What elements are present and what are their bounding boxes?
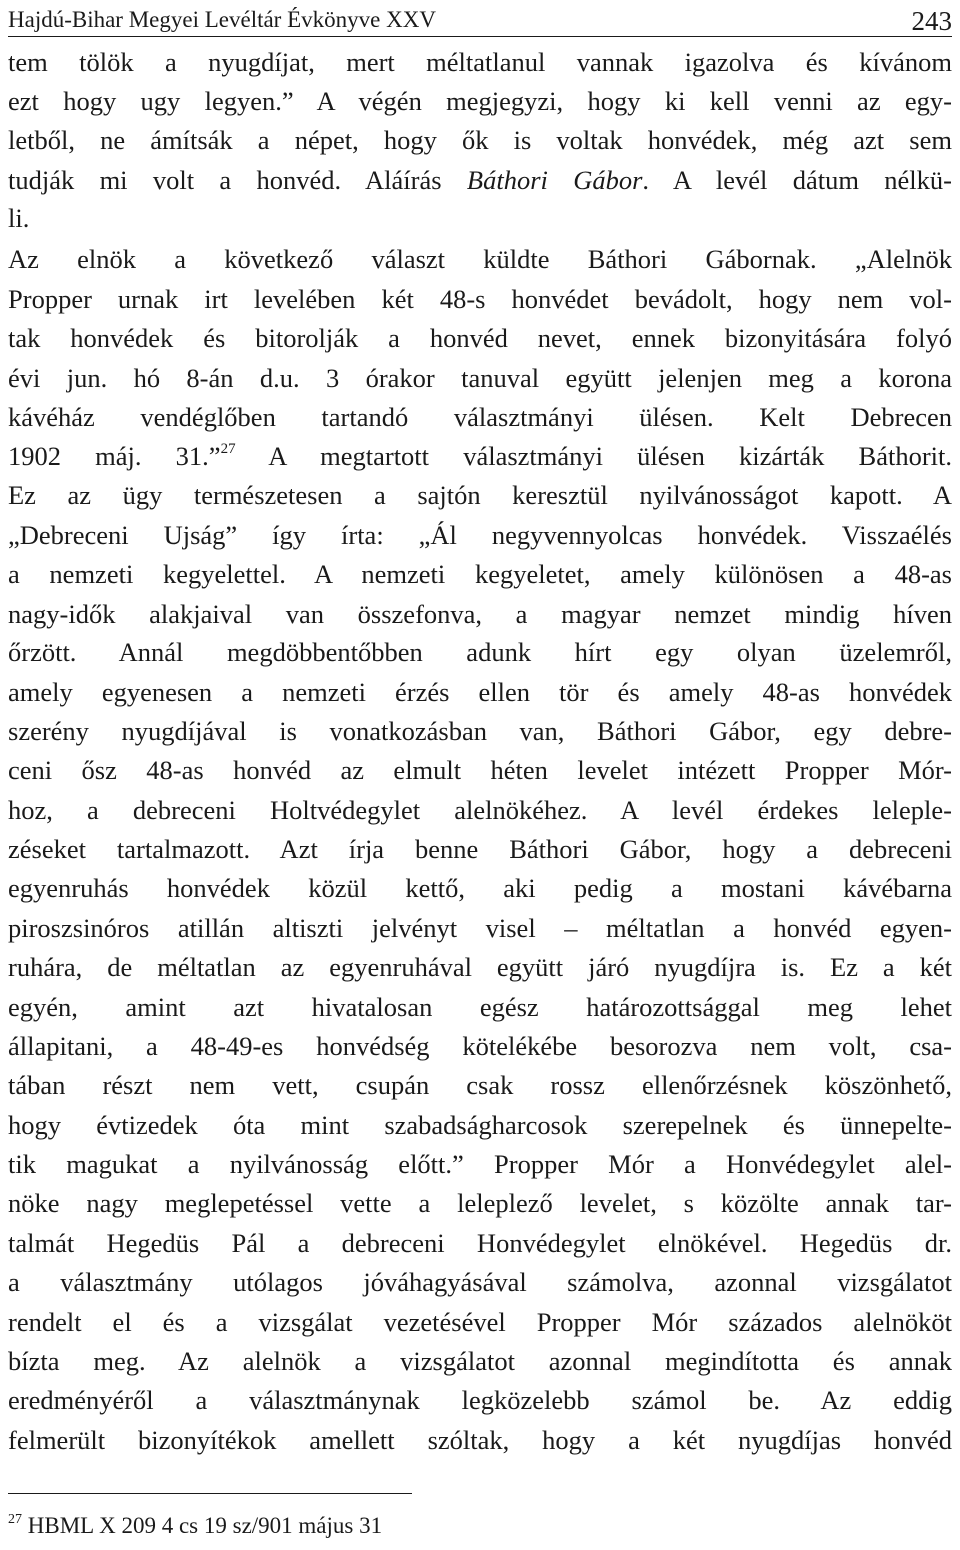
text-line-31: talmát Hegedüs Pál a debreceni Honvédegylet elnökével. Hegedüs dr.	[8, 1228, 952, 1258]
running-header	[8, 4, 952, 37]
footnote-reference[interactable]: 27	[220, 441, 236, 457]
text-line-9: évi jun. hó 8-án d.u. 3 órakor tanuval együtt jelenjen meg a korona	[8, 363, 952, 393]
text-line-34: bízta meg. Az alelnök a vizsgálatot azonnal megindította és annak	[8, 1346, 952, 1376]
footnote	[8, 1508, 382, 1544]
text-line-24: ruhára, de méltatlan az egyenruhával együtt járó nyugdíjra is. Ez a két	[8, 952, 952, 982]
text-line-17: amely egyenesen a nemzeti érzés ellen tör és amely 48-as honvédek	[8, 677, 952, 707]
text-line-16: őrzött. Annál megdöbbentőbben adunk hírt egy olyan üzelemről,	[8, 637, 952, 667]
text-line-3: letből, ne ámítsák a népet, hogy ők is voltak honvédek, még azt sem	[8, 125, 952, 155]
text-line-23: piroszsinóros atillán altiszti jelvényt visel – méltatlan a honvéd egyen-	[8, 913, 952, 943]
text-line-27: tában részt nem vett, csupán csak rossz ellenőrzésnek köszönhető,	[8, 1070, 952, 1100]
text-segment: A megtartott választmányi ülésen kizárták Báthorit.	[235, 441, 952, 471]
page-number: 243	[911, 6, 952, 36]
text-line-1: tem tölök a nyugdíjat, mert méltatlanul vannak igazolva és kívánom	[8, 47, 952, 77]
text-line-19: ceni ősz 48-as honvéd az elmult héten levelet intézett Propper Mór-	[8, 755, 952, 785]
text-line-11	[8, 436, 952, 476]
text-segment: tudják mi volt a honvéd. Aláírás	[8, 165, 467, 195]
text-line-5: li.	[8, 203, 30, 233]
text-line-28: hogy évtizedek óta mint szabadságharcosok szerepelnek és ünnepelte-	[8, 1110, 952, 1140]
text-line-35: eredményéről a választmánynak legközelebb számol be. Az eddig	[8, 1385, 952, 1415]
text-line-22: egyenruhás honvédek közül kettő, aki pedig a mostani kávébarna	[8, 873, 952, 903]
text-line-32: a választmány utólagos jóváhagyásával számolva, azonnal vizsgálatot	[8, 1267, 952, 1297]
text-line-6: Az elnök a következő választ küldte Báthori Gábornak. „Alelnök	[8, 244, 952, 274]
text-line-21: zéseket tartalmazott. Azt írja benne Báthori Gábor, hogy a debreceni	[8, 834, 952, 864]
text-line-4	[8, 160, 952, 200]
journal-title: Hajdú-Bihar Megyei Levéltár Évkönyve XXV	[8, 7, 436, 32]
text-line-12: Ez az ügy természetesen a sajtón keresztül nyilvánosságot kapott. A	[8, 480, 952, 510]
text-line-25: egyén, amint azt hivatalosan egész határozottsággal meg lehet	[8, 992, 952, 1022]
text-line-7: Propper urnak irt levelében két 48-s honvédet bevádolt, hogy nem vol-	[8, 284, 952, 314]
text-line-20: hoz, a debreceni Holtvédegylet alelnökéhez. A levél érdekes leleple-	[8, 795, 952, 825]
text-segment: . A levél dátum nélkü-	[642, 165, 952, 195]
text-line-33: rendelt el és a vizsgálat vezetésével Propper Mór százados alelnököt	[8, 1307, 952, 1337]
text-line-30: nöke nagy meglepetéssel vette a leleplező levelet, s közölte annak tar-	[8, 1188, 952, 1218]
text-segment: 1902 máj. 31.”	[8, 441, 221, 471]
text-line-36: felmerült bizonyítékok amellett szóltak, hogy a két nyugdíjas honvéd	[8, 1425, 952, 1455]
footnote-number: 27	[8, 1512, 22, 1527]
text-line-13: „Debreceni Ujság” így írta: „Ál negyvennyolcas honvédek. Visszaélés	[8, 520, 952, 550]
text-line-26: állapitani, a 48-49-es honvédség kötelékébe besorozva nem volt, csa-	[8, 1031, 952, 1061]
text-line-10: kávéház vendéglőben tartandó választmányi ülésen. Kelt Debrecen	[8, 402, 952, 432]
text-line-29: tik magukat a nyilvánosság előtt.” Propper Mór a Honvédegylet alel-	[8, 1149, 952, 1179]
text-line-2: ezt hogy ugy legyen.” A végén megjegyzi, hogy ki kell venni az egy-	[8, 86, 952, 116]
text-line-14: a nemzeti kegyelettel. A nemzeti kegyeletet, amely különösen a 48-as	[8, 559, 952, 589]
text-line-18: szerény nyugdíjával is vonatkozásban van, Báthori Gábor, egy debre-	[8, 716, 952, 746]
text-line-15: nagy-idők alakjaival van összefonva, a magyar nemzet mindig híven	[8, 599, 952, 629]
footnote-text: HBML X 209 4 cs 19 sz/901 május 31	[22, 1513, 383, 1538]
text-line-8: tak honvédek és bitorolják a honvéd nevet, ennek bizonyitására folyó	[8, 323, 952, 353]
footnote-divider	[8, 1493, 412, 1494]
italic-name: Báthori Gábor	[466, 165, 643, 195]
